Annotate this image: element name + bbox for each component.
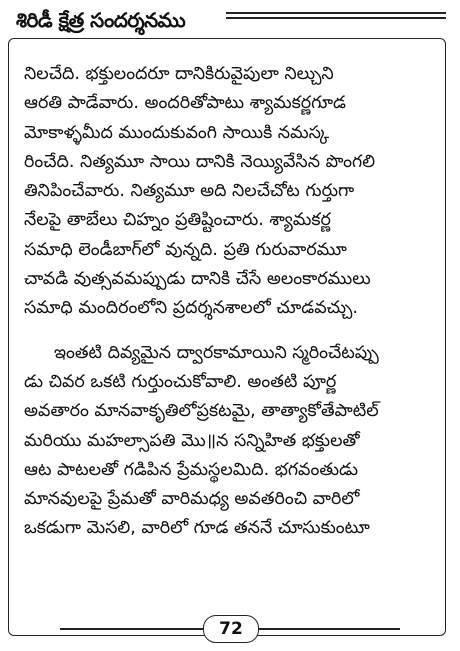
header-rule — [226, 17, 446, 19]
paragraph-spacer — [24, 324, 438, 339]
header-rule — [226, 12, 446, 14]
text-line: మరియు మహల్సాపతి మొ॥న సన్నిహిత భక్తులతో — [24, 430, 360, 451]
text-line: డు చివర ఒకటి గుర్తుంచుకోవాలి. అంతటి పూర్ణ — [24, 371, 337, 392]
text-line: ఆరతి పాడేవారు. అందరితోపాటు శ్యామకర్ణగూడ — [24, 93, 346, 114]
text-line: మానవులపై ప్రేమతో వారిమధ్య అవతరించి వారిలో — [24, 489, 360, 510]
paragraph-2 — [24, 339, 438, 544]
text-line: ఇంతటి దివ్యమైన ద్వారకామాయిని స్మరించేటప్పు — [54, 342, 379, 363]
text-line: మోకాళ్ళమీద ముందుకువంగి సాయికి నమస్క — [24, 122, 330, 143]
page-number: 72 — [203, 615, 259, 643]
text-line: సమాధి మందిరంలోని ప్రదర్శనశాలలో చూడవచ్చు. — [24, 298, 358, 319]
text-line: తినిపించేవారు. నిత్యమూ అది నిలచేచోట గుర్తుగా — [24, 181, 355, 202]
text-line: రించేది. నిత్యమూ సాయి దానికి నెయ్యివేసిన పొంగలి — [24, 151, 376, 172]
running-header — [16, 6, 446, 40]
text-line: అవతారం మానవాకృతిలోప్రకటమై, తాత్యాకోతేపాటిల్ — [24, 401, 379, 422]
header-rule-lines — [226, 12, 446, 22]
text-line: సమాధి లెండీబాగ్‌లో వున్నది. ప్రతి గురువారమూ — [24, 239, 347, 260]
text-line: ఆట పాటలతో గడిపిన ప్రేమస్థలమిది. భగవంతుడు — [24, 459, 359, 480]
paragraph-1 — [24, 60, 438, 324]
book-title: శిరిడీ క్షేత్ర సందర్శనము — [16, 8, 186, 32]
body-text — [24, 60, 438, 544]
text-line: నిలచేది. భక్తులందరూ దానికిరువైపులా నిల్చుని — [24, 64, 334, 84]
page-footer — [0, 615, 460, 645]
text-line: ఒకడుగా మెసలి, వారిలో గూడ తననే చూసుకుంటూ — [24, 518, 370, 539]
text-line: నేలపై తాబేలు చిహ్నం ప్రతిష్టించారు. శ్యామకర్ణ — [24, 210, 331, 231]
text-line: చావడి వుత్సవమప్పుడు దానికి చేసే అలంకారములు — [24, 269, 371, 290]
